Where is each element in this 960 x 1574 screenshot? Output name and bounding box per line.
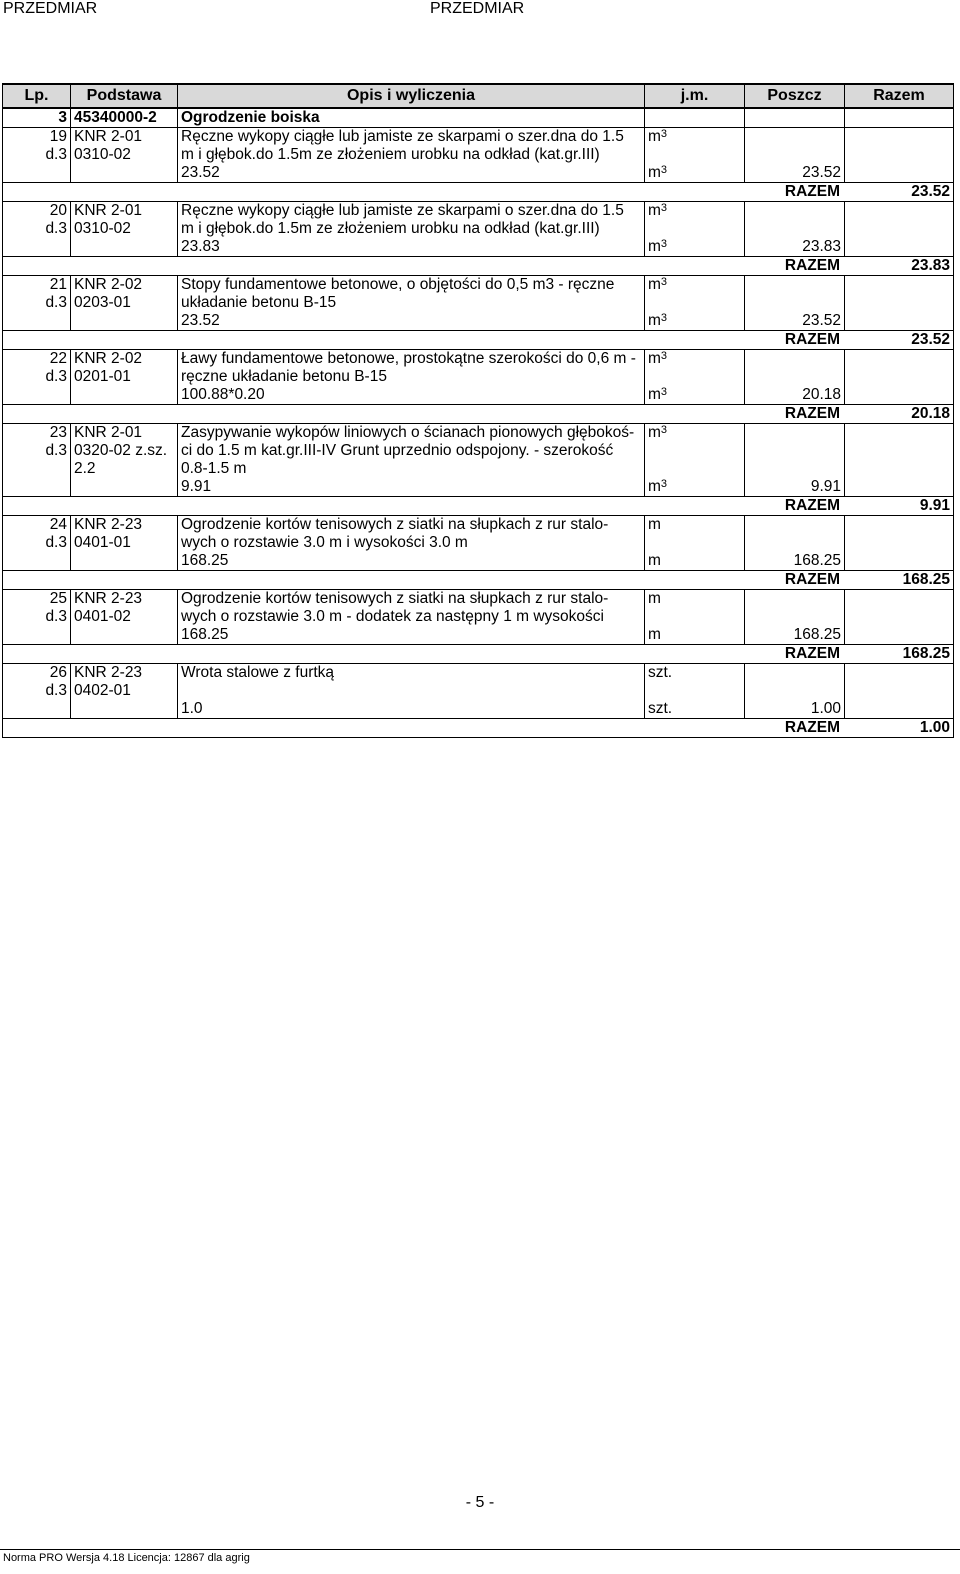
total-label: RAZEM xyxy=(784,257,840,274)
empty-cell xyxy=(845,294,954,312)
item-calc-unit xyxy=(645,626,745,645)
item-unit-text: m xyxy=(648,590,661,607)
total-cell xyxy=(3,497,954,516)
total-cell xyxy=(3,405,954,424)
empty-cell xyxy=(645,460,745,478)
col-header-unit: j.m. xyxy=(645,84,745,108)
item-calc-unit-superscript: 3 xyxy=(660,312,668,324)
item-calc-unit xyxy=(645,238,745,257)
empty-cell xyxy=(845,590,954,609)
item-lp: d.3 xyxy=(3,220,71,238)
item-lp: d.3 xyxy=(3,534,71,552)
item-calculation: 23.83 xyxy=(178,238,645,257)
item-unit-text: m xyxy=(648,128,661,145)
total-value: 9.91 xyxy=(919,497,950,514)
item-quantity: 1.00 xyxy=(745,700,845,719)
footer-text: Norma PRO Wersja 4.18 Licencja: 12867 dla agrig xyxy=(3,1552,250,1564)
total-cell xyxy=(3,257,954,276)
item-desc-row xyxy=(3,424,954,443)
empty-cell xyxy=(3,700,71,719)
item-calc-unit xyxy=(645,700,745,719)
item-calc-unit-text: szt. xyxy=(648,700,673,717)
empty-cell xyxy=(745,220,845,238)
item-quantity: 9.91 xyxy=(745,478,845,497)
empty-cell xyxy=(71,386,178,405)
item-calculation: 1.0 xyxy=(178,700,645,719)
empty-cell xyxy=(745,682,845,700)
total-cell xyxy=(3,571,954,590)
page-number: - 5 - xyxy=(465,1494,495,1511)
empty-cell xyxy=(745,516,845,535)
item-base: 0320-02 z.sz. xyxy=(71,442,178,460)
item-base: 0203-01 xyxy=(71,294,178,312)
item-quantity: 168.25 xyxy=(745,626,845,645)
item-total-row xyxy=(3,257,954,276)
item-calc-unit xyxy=(645,386,745,405)
empty-cell xyxy=(3,626,71,645)
empty-cell xyxy=(71,626,178,645)
item-lp xyxy=(3,460,71,478)
item-description: układanie betonu B-15 xyxy=(178,294,645,312)
item-base: KNR 2-23 xyxy=(71,590,178,609)
item-desc-row xyxy=(3,590,954,609)
empty-cell xyxy=(3,478,71,497)
empty-cell xyxy=(645,294,745,312)
item-lp: d.3 xyxy=(3,368,71,386)
empty-cell xyxy=(845,202,954,221)
item-lp: 26 xyxy=(3,664,71,683)
item-calc-row xyxy=(3,164,954,183)
item-calc-unit xyxy=(645,478,745,497)
item-calculation: 23.52 xyxy=(178,312,645,331)
empty-cell xyxy=(845,664,954,683)
item-calculation: 168.25 xyxy=(178,626,645,645)
item-quantity: 23.52 xyxy=(745,164,845,183)
item-unit xyxy=(645,516,745,535)
item-calc-row xyxy=(3,312,954,331)
item-desc-row xyxy=(3,534,954,552)
item-quantity: 23.52 xyxy=(745,312,845,331)
empty-cell xyxy=(745,460,845,478)
empty-cell xyxy=(645,442,745,460)
estimate-table xyxy=(2,83,954,738)
empty-cell xyxy=(845,276,954,295)
empty-cell xyxy=(3,312,71,331)
item-description: Ogrodzenie kortów tenisowych z siatki na słupkach z rur stalo- xyxy=(178,516,645,535)
empty-cell xyxy=(845,368,954,386)
item-calc-unit-superscript: 3 xyxy=(660,164,668,176)
item-calc-unit-superscript: 3 xyxy=(660,238,668,250)
total-cell xyxy=(3,645,954,664)
item-base: KNR 2-23 xyxy=(71,516,178,535)
item-description: Ręczne wykopy ciągłe lub jamiste ze skarpami o szer.dna do 1.5 xyxy=(178,202,645,221)
item-calc-row xyxy=(3,478,954,497)
empty-cell xyxy=(845,238,954,257)
item-lp: 24 xyxy=(3,516,71,535)
item-unit xyxy=(645,664,745,683)
item-lp: 22 xyxy=(3,350,71,369)
item-unit-text: m xyxy=(648,424,661,441)
item-description xyxy=(178,682,645,700)
total-cell xyxy=(3,719,954,738)
total-label: RAZEM xyxy=(784,497,840,514)
item-description: 0.8-1.5 m xyxy=(178,460,645,478)
item-description: ręczne układanie betonu B-15 xyxy=(178,368,645,386)
item-unit-superscript: 3 xyxy=(660,276,668,288)
item-unit xyxy=(645,128,745,147)
item-calc-row xyxy=(3,626,954,645)
item-desc-row xyxy=(3,146,954,164)
item-total-row xyxy=(3,331,954,350)
total-label: RAZEM xyxy=(784,331,840,348)
empty-cell xyxy=(745,590,845,609)
item-base: KNR 2-01 xyxy=(71,202,178,221)
empty-cell xyxy=(845,682,954,700)
item-base: 0402-01 xyxy=(71,682,178,700)
item-desc-row xyxy=(3,682,954,700)
empty-cell xyxy=(3,552,71,571)
item-desc-row xyxy=(3,368,954,386)
item-calc-unit-text: m xyxy=(648,552,661,569)
item-quantity: 168.25 xyxy=(745,552,845,571)
item-calc-unit-text: m xyxy=(648,312,661,329)
item-base: KNR 2-02 xyxy=(71,350,178,369)
empty-cell xyxy=(845,128,954,147)
item-calc-unit-text: m xyxy=(648,478,661,495)
item-calc-unit-superscript: 3 xyxy=(660,386,668,398)
item-unit-superscript: 3 xyxy=(660,424,668,436)
empty-cell xyxy=(645,534,745,552)
item-desc-row xyxy=(3,202,954,221)
item-lp: 23 xyxy=(3,424,71,443)
item-unit xyxy=(645,350,745,369)
item-desc-row xyxy=(3,460,954,478)
empty-cell xyxy=(745,608,845,626)
total-cell xyxy=(3,183,954,202)
empty-cell xyxy=(3,238,71,257)
item-lp: d.3 xyxy=(3,146,71,164)
empty-cell xyxy=(71,164,178,183)
item-description: m i głębok.do 1.5m ze złożeniem urobku na odkład (kat.gr.III) xyxy=(178,146,645,164)
item-calc-row xyxy=(3,700,954,719)
empty-cell xyxy=(745,146,845,164)
item-description: Zasypywanie wykopów liniowych o ścianach pionowych głębokoś- xyxy=(178,424,645,443)
empty-cell xyxy=(71,552,178,571)
item-unit-text: m xyxy=(648,202,661,219)
footer-divider xyxy=(0,1549,960,1550)
item-description: Ławy fundamentowe betonowe, prostokątne szerokości do 0,6 m - xyxy=(178,350,645,369)
total-label: RAZEM xyxy=(784,645,840,662)
empty-cell xyxy=(71,700,178,719)
item-unit-text: m xyxy=(648,516,661,533)
empty-cell xyxy=(845,460,954,478)
item-desc-row xyxy=(3,664,954,683)
item-unit-text: m xyxy=(648,350,661,367)
item-base: KNR 2-01 xyxy=(71,128,178,147)
item-base: KNR 2-01 xyxy=(71,424,178,443)
item-calculation: 168.25 xyxy=(178,552,645,571)
item-description: Stopy fundamentowe betonowe, o objętości do 0,5 m3 - ręczne xyxy=(178,276,645,295)
empty-cell xyxy=(745,350,845,369)
empty-cell xyxy=(845,516,954,535)
empty-cell xyxy=(845,350,954,369)
col-header-qty: Poszcz xyxy=(745,84,845,108)
empty-cell xyxy=(745,276,845,295)
empty-cell xyxy=(645,220,745,238)
item-calc-row xyxy=(3,386,954,405)
item-description: Wrota stalowe z furtką xyxy=(178,664,645,683)
item-total-row xyxy=(3,405,954,424)
empty-cell xyxy=(745,424,845,443)
empty-cell xyxy=(745,294,845,312)
empty-cell xyxy=(845,386,954,405)
empty-cell xyxy=(645,608,745,626)
empty-cell xyxy=(745,442,845,460)
col-header-total: Razem xyxy=(845,84,954,108)
item-lp: 19 xyxy=(3,128,71,147)
item-calc-unit xyxy=(645,312,745,331)
item-unit xyxy=(645,424,745,443)
empty-cell xyxy=(71,478,178,497)
empty-cell xyxy=(745,534,845,552)
item-desc-row xyxy=(3,442,954,460)
empty-cell xyxy=(71,238,178,257)
item-description: m i głębok.do 1.5m ze złożeniem urobku na odkład (kat.gr.III) xyxy=(178,220,645,238)
item-unit xyxy=(645,276,745,295)
item-desc-row xyxy=(3,294,954,312)
empty-cell xyxy=(745,368,845,386)
item-base: 0310-02 xyxy=(71,146,178,164)
header-right-title: PRZEDMIAR xyxy=(430,0,525,17)
item-base: 0401-01 xyxy=(71,534,178,552)
item-lp: 21 xyxy=(3,276,71,295)
empty-cell xyxy=(845,424,954,443)
item-calc-unit xyxy=(645,552,745,571)
empty-cell xyxy=(745,128,845,147)
section-row xyxy=(3,108,954,128)
item-desc-row xyxy=(3,350,954,369)
item-unit xyxy=(645,590,745,609)
empty-cell xyxy=(845,534,954,552)
total-value: 1.00 xyxy=(919,719,950,736)
total-value: 168.25 xyxy=(902,645,950,662)
empty-cell xyxy=(845,552,954,571)
item-calc-row xyxy=(3,238,954,257)
item-lp: d.3 xyxy=(3,682,71,700)
empty-cell xyxy=(645,146,745,164)
item-desc-row xyxy=(3,128,954,147)
item-description: wych o rozstawie 3.0 m i wysokości 3.0 m xyxy=(178,534,645,552)
item-total-row xyxy=(3,571,954,590)
item-quantity: 23.83 xyxy=(745,238,845,257)
item-total-row xyxy=(3,645,954,664)
item-lp: d.3 xyxy=(3,608,71,626)
item-calc-unit-superscript: 3 xyxy=(660,478,668,490)
item-calc-unit-text: m xyxy=(648,626,661,643)
total-value: 23.52 xyxy=(911,183,950,200)
item-total-row xyxy=(3,183,954,202)
item-desc-row xyxy=(3,220,954,238)
item-base: 0401-02 xyxy=(71,608,178,626)
item-base: KNR 2-02 xyxy=(71,276,178,295)
section-title: Ogrodzenie boiska xyxy=(178,108,645,128)
item-base: 2.2 xyxy=(71,460,178,478)
col-header-lp: Lp. xyxy=(3,84,71,108)
table-header-row xyxy=(3,84,954,108)
item-base: 0201-01 xyxy=(71,368,178,386)
total-label: RAZEM xyxy=(784,571,840,588)
total-value: 23.52 xyxy=(911,331,950,348)
item-description: ci do 1.5 m kat.gr.III-IV Grunt uprzednio odspojony. - szerokość xyxy=(178,442,645,460)
item-calculation: 23.52 xyxy=(178,164,645,183)
col-header-base: Podstawa xyxy=(71,84,178,108)
empty-cell xyxy=(845,608,954,626)
item-desc-row xyxy=(3,608,954,626)
table-body xyxy=(3,108,954,738)
item-unit xyxy=(645,202,745,221)
item-calc-unit-text: m xyxy=(648,164,661,181)
item-unit-text: m xyxy=(648,276,661,293)
total-label: RAZEM xyxy=(784,183,840,200)
col-header-desc: Opis i wyliczenia xyxy=(178,84,645,108)
empty-cell xyxy=(845,478,954,497)
item-lp: 25 xyxy=(3,590,71,609)
item-calc-row xyxy=(3,552,954,571)
item-unit-text: szt. xyxy=(648,664,673,681)
item-desc-row xyxy=(3,276,954,295)
item-lp: d.3 xyxy=(3,442,71,460)
section-lp: 3 xyxy=(3,108,71,128)
empty-cell xyxy=(645,368,745,386)
empty-cell xyxy=(745,664,845,683)
empty-cell xyxy=(845,146,954,164)
item-calculation: 9.91 xyxy=(178,478,645,497)
item-lp: 20 xyxy=(3,202,71,221)
item-unit-superscript: 3 xyxy=(660,350,668,362)
empty-cell xyxy=(3,164,71,183)
item-description: Ręczne wykopy ciągłe lub jamiste ze skarpami o szer.dna do 1.5 xyxy=(178,128,645,147)
empty-cell xyxy=(3,386,71,405)
item-desc-row xyxy=(3,516,954,535)
item-quantity: 20.18 xyxy=(745,386,845,405)
total-cell xyxy=(3,331,954,350)
item-calc-unit xyxy=(645,164,745,183)
total-label: RAZEM xyxy=(784,719,840,736)
item-lp: d.3 xyxy=(3,294,71,312)
item-unit-superscript: 3 xyxy=(660,202,668,214)
empty-cell xyxy=(645,682,745,700)
item-total-row xyxy=(3,497,954,516)
total-value: 20.18 xyxy=(911,405,950,422)
total-label: RAZEM xyxy=(784,405,840,422)
empty-cell xyxy=(845,220,954,238)
section-code: 45340000-2 xyxy=(71,108,178,128)
empty-cell xyxy=(845,700,954,719)
item-calc-unit-text: m xyxy=(648,238,661,255)
item-calculation: 100.88*0.20 xyxy=(178,386,645,405)
item-calc-unit-text: m xyxy=(648,386,661,403)
item-total-row xyxy=(3,719,954,738)
empty-cell xyxy=(71,312,178,331)
item-base: 0310-02 xyxy=(71,220,178,238)
total-value: 168.25 xyxy=(902,571,950,588)
header-left-title: PRZEDMIAR xyxy=(3,0,98,17)
empty-cell xyxy=(745,202,845,221)
total-value: 23.83 xyxy=(911,257,950,274)
item-description: Ogrodzenie kortów tenisowych z siatki na słupkach z rur stalo- xyxy=(178,590,645,609)
empty-cell xyxy=(845,312,954,331)
empty-cell xyxy=(845,626,954,645)
item-unit-superscript: 3 xyxy=(660,128,668,140)
empty-cell xyxy=(845,442,954,460)
empty-cell xyxy=(845,164,954,183)
item-description: wych o rozstawie 3.0 m - dodatek za następny 1 m wysokości xyxy=(178,608,645,626)
item-base: KNR 2-23 xyxy=(71,664,178,683)
